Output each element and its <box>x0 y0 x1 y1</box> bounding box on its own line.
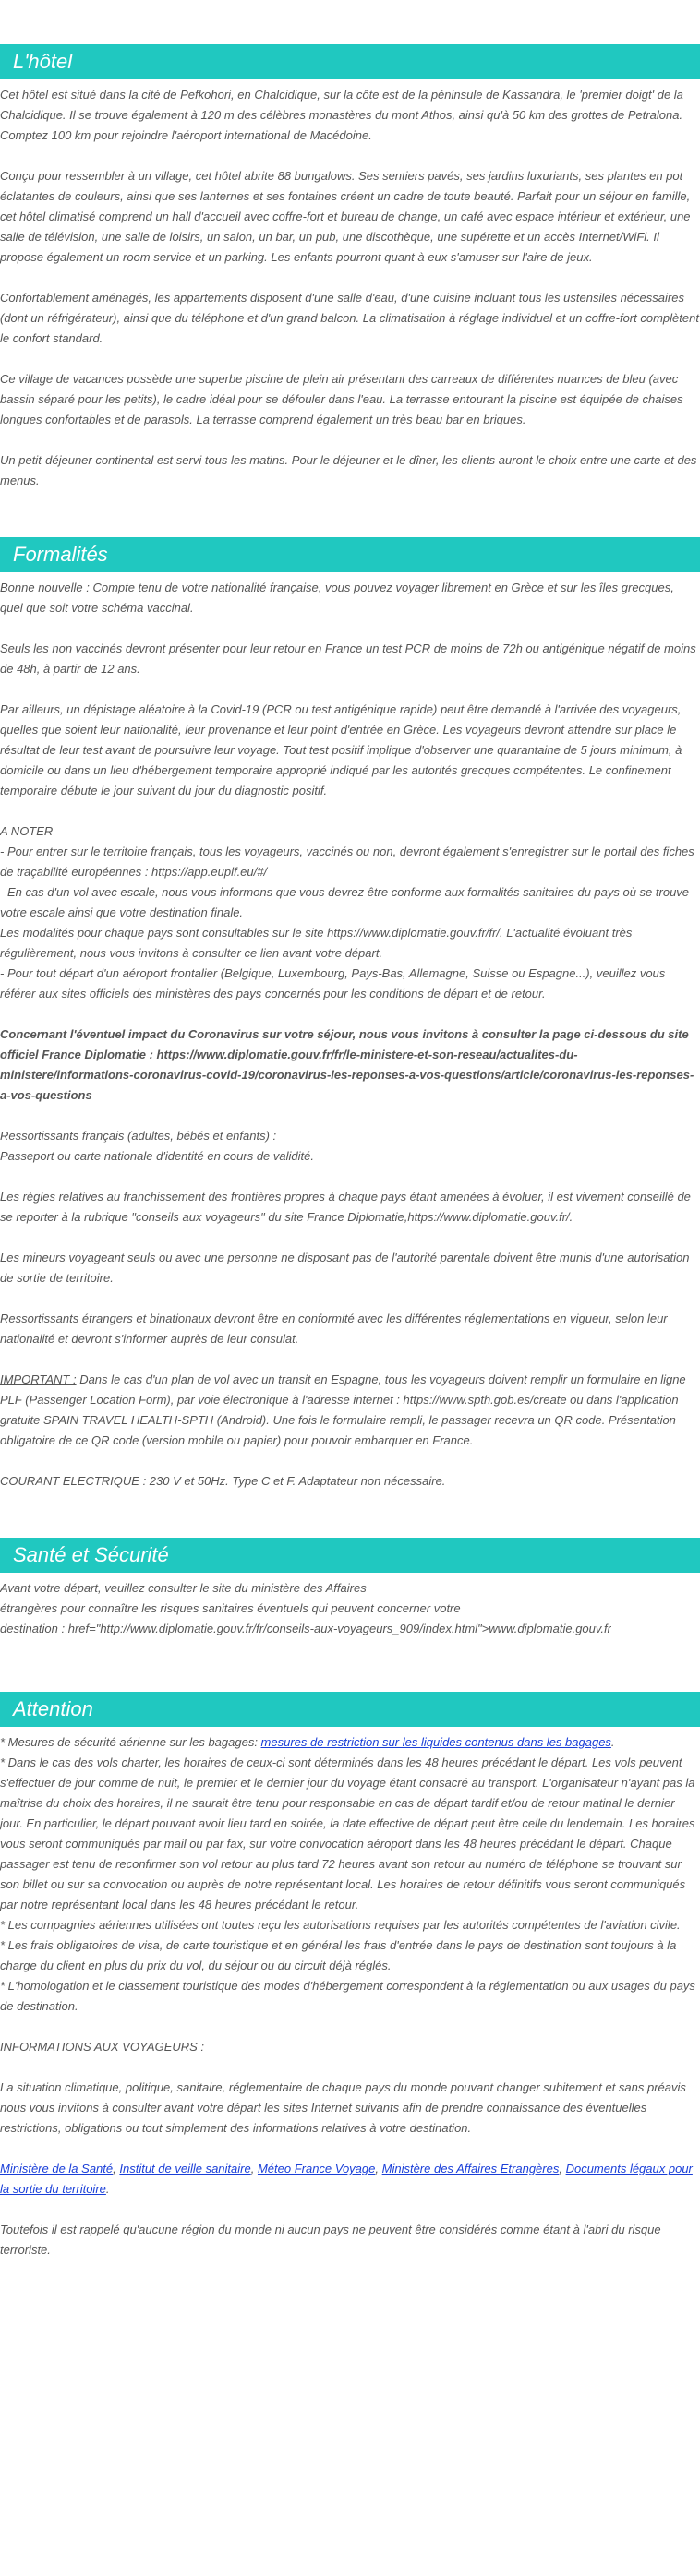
note-block <box>0 821 700 1004</box>
formalites-paragraph: Les règles relatives au franchissement des frontières propres à chaque pays étant amenées à évoluer, il est vivement conseillé de se reporter à la rubrique "conseils aux voyageurs" du site France Diplomatie,https://www.diplomatie.gouv.fr/. <box>0 1190 691 1224</box>
bullet-text: . <box>610 1735 615 1749</box>
hotel-paragraph: Ce village de vacances possède une superbe piscine de plein air présentant des carreaux de différentes nuances de bleu (avec bassin séparé pour les petits), le cadre idéal pour se défouler dans l'eau. La terrasse entourant la piscine est équipée de chaises longues confortables et de parasols. La terrasse comprend également un très beau bar en briques. <box>0 372 683 426</box>
ressortissants-docs: Passeport ou carte nationale d'identité en cours de validité. <box>0 1149 314 1163</box>
liquids-restriction-link[interactable]: mesures de restriction sur les liquides contenus dans les bagages <box>260 1735 611 1749</box>
ressortissants-block <box>0 1126 700 1167</box>
coronavirus-notice: Concernant l'éventuel impact du Coronavirus sur votre séjour, nous vous invitons à consulter la page ci-dessous du site officiel France Diplomatie : https://www.diplomatie.gouv.fr/fr/le-ministere-et-son-reseau/actualites-du-ministere/informations-coronavirus-covid-19/coronavirus-les-reponses-a-vos-questions/article/coronavirus-les-reponses-a-vos-questions <box>0 1027 694 1102</box>
hotel-paragraph: Conçu pour ressembler à un village, cet hôtel abrite 88 bungalows. Ses sentiers pavés, ses jardins luxuriants, ses plantes en pot éclatantes de couleurs, ainsi que ses lanternes et ses fontaines créent un cadre de toute beauté. Parfait pour un séjour en famille, cet hôtel climatisé comprend un hall d'accueil avec coffre-fort et bureau de change, un café avec espace intérieur et extérieur, une salle de télévision, une salle de loisirs, un salon, un bar, un pub, une discothèque, une supérette et un accès Internet/WiFi. Il propose également un room service et un parking. Les enfants pourront quant à eux s'amuser sur l'aire de jeux. <box>0 169 691 264</box>
hotel-title: L'hôtel <box>0 44 700 79</box>
note-line: Les modalités pour chaque pays sont consultables sur le site https://www.diplomatie.gouv.fr/fr/. L'actualité évoluant très régulièrement, nous vous invitons à consulter ce lien avant votre départ. <box>0 926 633 960</box>
attention-section <box>0 1692 700 2260</box>
important-label: IMPORTANT : <box>0 1372 77 1386</box>
important-block <box>0 1370 700 1451</box>
link-separator: , <box>113 2162 120 2175</box>
formalites-paragraph: Par ailleurs, un dépistage aléatoire à la Covid-19 (PCR ou test antigénique rapide) peut être demandé à l'arrivée des voyageurs, quelles que soient leur nationalité, leur provenance et leur point d'entrée en Grèce. Les voyageurs devront attendre sur place le résultat de leur test avant de poursuivre leur voyage. Tout test positif implique d'observer une quarantaine de 5 jours minimum, à domicile ou dans un lieu d'hébergement temporaire approprié indiqué par les autorités grecques compétentes. Le confinement temporaire débute le jour suivant du jour du diagnostic positif. <box>0 702 682 797</box>
link-ministere-sante[interactable]: Ministère de la Santé <box>0 2162 114 2175</box>
link-end: . <box>105 2182 110 2196</box>
sante-line: Avant votre départ, veuillez consulter le site du ministère des Affaires <box>0 1581 367 1595</box>
ressortissants-title: Ressortissants français (adultes, bébés et enfants) : <box>0 1129 277 1143</box>
info-title: INFORMATIONS AUX VOYAGEURS : <box>0 2040 205 2054</box>
formalites-paragraph: Ressortissants étrangers et binationaux devront être en conformité avec les différentes réglementations en vigueur, selon leur nationalité et devront s'informer auprès de leur consulat. <box>0 1312 668 1346</box>
link-meteo-france[interactable]: Méteo France Voyage <box>257 2162 376 2175</box>
link-institut-veille[interactable]: Institut de veille sanitaire <box>119 2162 251 2175</box>
hotel-paragraph: Confortablement aménagés, les appartements disposent d'une salle d'eau, d'une cuisine incluant tous les ustensiles nécessaires (dont un réfrigérateur), ainsi que du téléphone et d'un grand balcon. La climatisation à réglage individuel et un coffre-fort complètent le confort standard. <box>0 291 699 345</box>
attention-bullets <box>0 1732 700 2017</box>
link-separator: , <box>250 2162 258 2175</box>
info-links <box>0 2159 700 2199</box>
bullet-text: * L'homologation et le classement touristique des modes d'hébergement correspondent à la réglementation ou aux usages du pays de destination. <box>0 1979 695 2013</box>
bullet-text: * Les compagnies aériennes utilisées ont toutes reçu les autorisations requises par les autorités compétentes de l'aviation civile. <box>0 1918 681 1932</box>
formalites-paragraph: Les mineurs voyageant seuls ou avec une personne ne disposant pas de l'autorité parentale doivent être munis d'une autorisation de sortie de territoire. <box>0 1251 690 1285</box>
sante-text <box>0 1578 700 1646</box>
formalites-paragraph: Seuls les non vaccinés devront présenter pour leur retour en France un test PCR de moins de 72h ou antigénique négatif de moins de 48h, à partir de 12 ans. <box>0 641 696 676</box>
link-affaires-etrangeres[interactable]: Ministère des Affaires Etrangères <box>381 2162 560 2175</box>
info-text: La situation climatique, politique, sanitaire, réglementaire de chaque pays du monde pouvant changer subitement et sans préavis nous vous invitons à consulter avant votre départ les sites Internet suivants afin de prendre connaissance des éventuelles restrictions, obligations ou tout simplement des informations relatives à votre destination. <box>0 2080 686 2135</box>
important-text: Dans le cas d'un plan de vol avec un transit en Espagne, tous les voyageurs doivent remplir un formulaire en ligne PLF (Passenger Location Form), par voie électronique à l'adresse internet : https://www.spth.gob.es/create ou dans l'application gratuite SPAIN TRAVEL HEALTH-SPTH (Android). Une fois le formulaire rempli, le passager recevra un QR code. Présentation obligatoire de ce QR code (version mobile ou papier) pour pouvoir embarquer en France. <box>0 1372 686 1447</box>
hotel-paragraph: Un petit-déjeuner continental est servi tous les matins. Pour le déjeuner et le dîner, les clients auront le choix entre une carte et des menus. <box>0 453 697 487</box>
sante-title: Santé et Sécurité <box>0 1538 700 1573</box>
formalites-section <box>0 537 700 1492</box>
link-separator: , <box>375 2162 382 2175</box>
hotel-paragraph: Cet hôtel est situé dans la cité de Pefkohori, en Chalcidique, sur la côte est de la péninsule de Kassandra, le 'premier doigt' de la Chalcidique. Il se trouve également à 120 m des célèbres monastères du mont Athos, ainsi qu'à 50 km des grottes de Petralona. Comptez 100 km pour rejoindre l'aéroport international de Macédoine. <box>0 88 683 142</box>
bullet-text: * Dans le cas des vols charter, les horaires de ceux-ci sont déterminés dans les 48 heures précédant le départ. Les vols peuvent s'effectuer de jour comme de nuit, le premier et le dernier jour du voyage étant consacré au transport. L'organisateur n'ayant pas la maîtrise du choix des horaires, il ne saurait être tenu pour responsable en cas de départ tardif et/ou de retour matinal le dernier jour. En particulier, le départ pouvant avoir lieu tard en soirée, la date effective de départ peut être celle du lendemain. Les horaires vous seront communiqués par mail ou par fax, sur votre convocation aéroport dans les 48 heures précédant le départ. Chaque passager est tenu de reconfirmer son vol retour au plus tard 72 heures avant son retour au numéro de téléphone se trouvant sur son billet ou sur sa convocation ou auprès de notre représentant local. Les horaires de retour définitifs vous seront communiqués par notre représentant local dans les 48 heures précédant le retour. <box>0 1755 695 1911</box>
link-documents-legaux[interactable]: Documents légaux pour la sortie du territoire <box>0 2162 693 2196</box>
link-separator: , <box>559 2162 566 2175</box>
hotel-section <box>0 44 700 491</box>
electric-info: COURANT ELECTRIQUE : 230 V et 50Hz. Type C et F. Adaptateur non nécessaire. <box>0 1474 446 1488</box>
bullet-text: * Mesures de sécurité aérienne sur les bagages: <box>0 1735 261 1749</box>
note-line: - Pour tout départ d'un aéroport frontalier (Belgique, Luxembourg, Pays-Bas, Allemagne, Suisse ou Espagne...), veuillez vous référer aux sites officiels des ministères des pays concernés pour les conditions de départ et de retour. <box>0 966 666 1000</box>
sante-line: étrangères pour connaître les risques sanitaires éventuels qui peuvent concerner votre <box>0 1601 461 1615</box>
page <box>0 44 700 2260</box>
note-line: - Pour entrer sur le territoire français, tous les voyageurs, vaccinés ou non, devront également s'enregistrer sur le portail des fiches de traçabilité européennes : https://app.euplf.eu/#/ <box>0 845 694 879</box>
note-title: A NOTER <box>0 824 54 838</box>
formalites-title: Formalités <box>0 537 700 572</box>
formalites-paragraph: Bonne nouvelle : Compte tenu de votre nationalité française, vous pouvez voyager librement en Grèce et sur les îles grecques, quel que soit votre schéma vaccinal. <box>0 581 674 615</box>
note-line: - En cas d'un vol avec escale, nous vous informons que vous devrez être conforme aux formalités sanitaires du pays où se trouve votre escale ainsi que votre destination finale. <box>0 885 690 919</box>
sante-section <box>0 1538 700 1646</box>
bullet-text: * Les frais obligatoires de visa, de carte touristique et en général les frais d'entrée dans le pays de destination sont toujours à la charge du client en plus du prix du vol, du séjour ou du circuit déjà réglés. <box>0 1938 677 1972</box>
attention-title: Attention <box>0 1692 700 1727</box>
terror-warning: Toutefois il est rappelé qu'aucune région du monde ni aucun pays ne peuvent être considérés comme étant à l'abri du risque terroriste. <box>0 2223 661 2257</box>
sante-line: destination : href="http://www.diplomatie.gouv.fr/fr/conseils-aux-voyageurs_909/index.html">www.diplomatie.gouv.fr <box>0 1622 611 1635</box>
